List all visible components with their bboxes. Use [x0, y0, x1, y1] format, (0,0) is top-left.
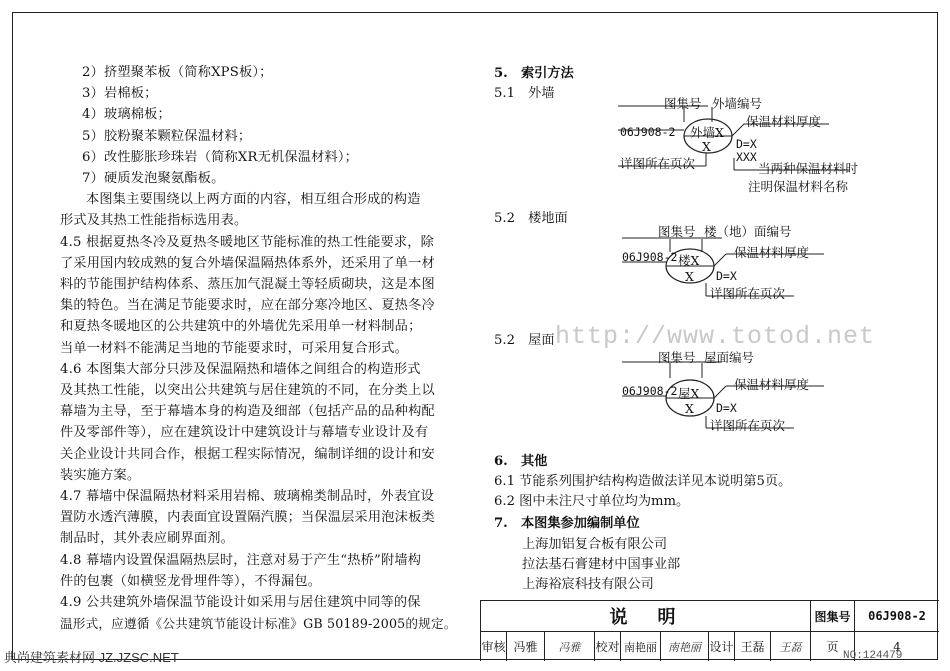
- source-watermark: 典尚建筑素材网 JZ.JZSC.NET: [4, 650, 179, 665]
- unit-name: 拉法基石膏建材中国事业部: [522, 557, 681, 572]
- page-label: 页: [811, 632, 855, 661]
- label-floor-no: 楼（地）面编号: [704, 224, 792, 239]
- text-line: 3）岩棉板；: [82, 86, 158, 102]
- text-line: 4.8 幕墙内设置保温隔热层时，注意对易于产生“热桥”附墙构: [60, 552, 422, 568]
- check-signature: 南艳丽: [661, 632, 709, 661]
- text-line: 5）胶粉聚苯颗粒保温材料；: [82, 128, 252, 144]
- label-page: 详图所在页次: [710, 286, 786, 301]
- d-equals-x: D=X: [716, 269, 737, 283]
- subsection-5-2-floor: 5.2 楼地面: [494, 211, 568, 226]
- review-name: 冯雅: [507, 632, 545, 661]
- design-label: 设计: [709, 632, 735, 661]
- circle-top: 楼X: [678, 253, 700, 268]
- subsection-5-1: 5.1 外墙: [494, 86, 555, 101]
- section-7-title: 7. 本图集参加编制单位: [494, 516, 640, 531]
- text-line: 件的包裹（如横竖龙骨埋件等），不得漏包。: [60, 573, 322, 589]
- text-line: 和夏热冬暖地区的公共建筑中的外墙优先采用单一材料制品；: [60, 319, 422, 335]
- label-wall-no: 外墙编号: [712, 96, 763, 111]
- text-line: 置防水透汽薄膜，内表面宜设置隔汽膜；当保温层采用泡沫板类: [60, 510, 435, 526]
- text-line: 了采用国内较成熟的复合外墙保温隔热体系外，还采用了单一材: [60, 255, 435, 271]
- note-line-2: 注明保温材料名称: [748, 179, 849, 194]
- text-line: 4.9 公共建筑外墙保温节能设计如采用与居住建筑中同等的保: [60, 595, 421, 611]
- label-page: 详图所在页次: [620, 156, 696, 171]
- atlas-code: 06J908-2: [620, 125, 676, 139]
- label-thickness: 保温材料厚度: [746, 114, 822, 129]
- atlas-number: 06J908-2: [855, 601, 939, 632]
- text-line: 幕墙为主导，至于幕墙本身的构造及细部（包括产品的品种构配: [60, 404, 435, 420]
- text-line: 制品时，其外表应刷界面剂。: [60, 531, 235, 547]
- item-6-2: 6.2 图中未注尺寸单位均为mm。: [494, 494, 690, 509]
- unit-name: 上海裕宸科技有限公司: [522, 577, 654, 592]
- page-number: 4: [893, 639, 901, 654]
- check-label: 校对: [595, 632, 621, 661]
- label-atlas-no: 图集号: [664, 96, 702, 111]
- text-line: 7）硬质发泡聚氨酯板。: [82, 171, 225, 187]
- text-line: 形式及其热工性能指标选用表。: [60, 213, 248, 229]
- text-line: 4.5 根据夏热冬冷及夏热冬暖地区节能标准的热工性能要求，除: [60, 234, 435, 250]
- atlas-code: 06J908-2: [622, 384, 678, 398]
- xxx-code: XXX: [736, 150, 757, 164]
- circle-bottom: X: [702, 139, 711, 154]
- text-line: 6）改性膨胀珍珠岩（简称XR无机保温材料）；: [82, 149, 359, 165]
- circle-bottom: X: [685, 269, 694, 284]
- drawing-title: 说 明: [481, 601, 811, 632]
- text-line: 2）挤塑聚苯板（简称XPS板）；: [82, 65, 273, 80]
- watermark: http://www.totod.net: [555, 322, 876, 351]
- unit-name: 上海加铝复合板有限公司: [522, 537, 668, 552]
- label-thickness: 保温材料厚度: [734, 245, 810, 260]
- design-name: 王磊: [735, 632, 771, 661]
- text-line: 4）玻璃棉板；: [82, 107, 171, 123]
- text-line: 及其热工性能，以突出公共建筑与居住建筑的不同，在分类上以: [60, 383, 435, 399]
- text-line: 集的特色。当在满足节能要求时，应在部分寒冷地区、夏热冬冷: [60, 298, 435, 314]
- text-line: 4.6 本图集大部分只涉及保温隔热和墙体之间组合的构造形式: [60, 361, 421, 377]
- text-line: 装实施方案。: [60, 467, 141, 483]
- section-5-title: 5. 索引方法: [494, 66, 574, 81]
- review-signature: 冯雅: [545, 632, 595, 661]
- index-diagram-roof: [494, 62, 924, 442]
- check-name: 南艳丽: [621, 632, 661, 661]
- circle-top: 外墙X: [690, 125, 724, 140]
- label-page: 详图所在页次: [710, 418, 786, 433]
- label-atlas-no: 图集号: [658, 224, 696, 239]
- text-line: 料的节能围护结构体系、蒸压加气混凝土等轻质砌块，这是本图: [60, 277, 435, 293]
- d-equals-x: D=X: [716, 401, 737, 415]
- note-line-1: 当两种保温材料时: [758, 161, 859, 176]
- image-number: NO:124479: [843, 650, 903, 662]
- subsection-5-2-roof: 5.2 屋面: [494, 333, 555, 348]
- left-column: [60, 62, 465, 634]
- circle-top: 屋X: [678, 386, 700, 401]
- text-line: 关企业设计共同合作，根据工程实际情况，编制详细的设计和安: [60, 446, 435, 462]
- label-roof-no: 屋面编号: [704, 350, 755, 365]
- item-6-1: 6.1 节能系列围护结构构造做法详见本说明第5页。: [494, 474, 792, 489]
- design-signature: 王磊: [771, 632, 811, 661]
- atlas-code: 06J908-2: [622, 250, 678, 264]
- text-line: 件及零部件等），应在建筑设计中建筑设计与幕墙专业设计及有: [60, 425, 429, 441]
- text-line: 温形式，应遵循《公共建筑节能设计标准》GB 50189-2005的规定。: [60, 616, 457, 632]
- circle-bottom: X: [685, 401, 694, 416]
- atlas-label: 图集号: [811, 601, 855, 632]
- text-line: 4.7 幕墙中保温隔热材料采用岩棉、玻璃棉类制品时，外表宜设: [60, 489, 435, 505]
- label-atlas-no: 图集号: [658, 350, 696, 365]
- label-thickness: 保温材料厚度: [734, 377, 810, 392]
- d-equals-x: D=X: [736, 137, 757, 151]
- section-6-title: 6. 其他: [494, 454, 548, 469]
- text-line: 当单一材料不能满足当地的节能要求时，可采用复合形式。: [60, 340, 409, 356]
- text-line: 本图集主要围绕以上两方面的内容，相互组合形成的构造: [86, 192, 421, 208]
- review-label: 审核: [481, 632, 507, 661]
